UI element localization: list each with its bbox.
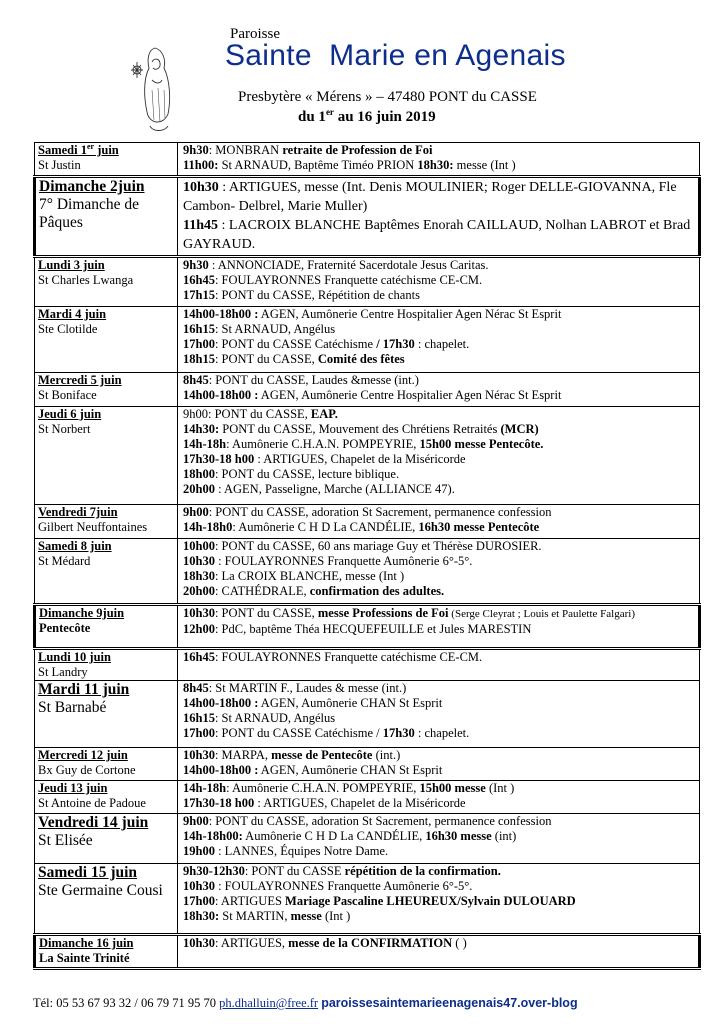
event-line: 18h30: La CROIX BLANCHE, messe (Int ) <box>183 569 405 583</box>
event-line: 18h00: PONT du CASSE, lecture biblique. <box>183 467 400 481</box>
saint-name: St Barnabé <box>38 699 107 716</box>
event-line: 10h30 : FOULAYRONNES Franquette Aumônerie 6°-5°. <box>183 879 473 893</box>
saint-name: Ste Germaine Cousi <box>38 882 163 899</box>
day-name: Vendredi 14 juin <box>38 814 149 831</box>
event-line: 14h00-18h00 : AGEN, Aumônerie CHAN St Esprit <box>183 763 443 777</box>
saint-name: St Norbert <box>38 422 91 436</box>
event-line: 16h45: FOULAYRONNES Franquette catéchisme CE-CM. <box>183 650 483 664</box>
schedule-row <box>35 814 700 864</box>
day-name: Mardi 11 juin <box>38 681 130 698</box>
event-line: 17h00: PONT du CASSE Catéchisme / 17h30 : chapelet. <box>183 337 470 351</box>
schedule-row <box>35 539 700 605</box>
event-line: 9h00: PONT du CASSE, adoration St Sacrement, permanence confession <box>183 505 552 519</box>
event-line: 16h15: St ARNAUD, Angélus <box>183 711 336 725</box>
schedule-row-sunday <box>35 177 700 257</box>
day-name: Samedi 1er juin <box>38 141 119 157</box>
letterhead <box>0 0 723 136</box>
event-line: 16h45: FOULAYRONNES Franquette catéchisme CE-CM. <box>183 273 483 287</box>
day-cell <box>35 177 178 257</box>
event-line: 14h-18h: Aumônerie C.H.A.N. POMPEYRIE, 15h00 messe Pentecôte. <box>183 437 544 451</box>
event-line: 18h15: PONT du CASSE, Comité des fêtes <box>183 352 405 366</box>
day-cell <box>35 935 178 969</box>
events-cell <box>178 307 700 373</box>
event-line: 8h45: St MARTIN F., Laudes & messe (int.) <box>183 681 407 695</box>
schedule-row <box>35 681 700 748</box>
day-cell <box>35 407 178 505</box>
saint-name: St Justin <box>38 158 81 172</box>
day-cell <box>35 681 178 748</box>
events-cell <box>178 143 700 177</box>
saint-name: Ste Clotilde <box>38 322 98 336</box>
event-line: 19h00 : LANNES, Équipes Notre Dame. <box>183 844 389 858</box>
event-line: 11h45 : LACROIX BLANCHE Baptêmes Enorah CAILLAUD, Nolhan LABROT et Brad GAYRAUD. <box>183 218 691 252</box>
day-name: Mercredi 12 juin <box>38 748 128 762</box>
event-line: 14h00-18h00 : AGEN, Aumônerie CHAN St Esprit <box>183 696 443 710</box>
day-name: Dimanche 16 juin <box>39 936 134 950</box>
saint-name: La Sainte Trinité <box>39 951 130 965</box>
schedule-row <box>35 781 700 814</box>
day-cell <box>35 605 178 649</box>
event-line: 10h30 : ARTIGUES, messe (Int. Denis MOULINIER; Roger DELLE-GIOVANNA, Fle Cambon- Delbrel, Marie Muller) <box>183 180 677 214</box>
day-name: Lundi 10 juin <box>38 650 111 664</box>
event-line: 10h00: PONT du CASSE, 60 ans mariage Guy et Thérèse DUROSIER. <box>183 539 542 553</box>
event-line: 17h00: ARTIGUES Mariage Pascaline LHEUREUX/Sylvain DULOUARD <box>183 894 576 908</box>
day-cell <box>35 505 178 539</box>
day-cell <box>35 143 178 177</box>
event-line: 14h30: PONT du CASSE, Mouvement des Chrétiens Retraités (MCR) <box>183 422 539 436</box>
schedule-row-sunday <box>35 935 700 969</box>
phone-numbers: Tél: 05 53 67 93 32 / 06 79 71 95 70 <box>33 996 220 1010</box>
contact-footer <box>33 996 713 1011</box>
schedule-row <box>35 143 700 177</box>
events-cell <box>178 814 700 864</box>
event-line: 18h30: St MARTIN, messe (Int ) <box>183 909 351 923</box>
event-line: 10h30 : FOULAYRONNES Franquette Aumônerie 6°-5°. <box>183 554 473 568</box>
event-line: 8h45: PONT du CASSE, Laudes &messe (int.) <box>183 373 419 387</box>
event-line: 14h00-18h00 : AGEN, Aumônerie Centre Hospitalier Agen Nérac St Esprit <box>183 307 562 321</box>
event-line: 17h30-18 h00 : ARTIGUES, Chapelet de la Miséricorde <box>183 452 466 466</box>
event-line: 16h15: St ARNAUD, Angélus <box>183 322 336 336</box>
event-line: 9h00: PONT du CASSE, adoration St Sacrement, permanence confession <box>183 814 552 828</box>
day-cell <box>35 781 178 814</box>
events-cell <box>178 505 700 539</box>
events-cell <box>178 177 700 257</box>
event-line: 10h30: ARTIGUES, messe de la CONFIRMATION ( ) <box>183 936 467 950</box>
schedule-row <box>35 307 700 373</box>
day-name: Samedi 8 juin <box>38 539 112 553</box>
events-cell <box>178 681 700 748</box>
saint-name: Gilbert Neuffontaines <box>38 520 148 534</box>
event-line: 14h-18h: Aumônerie C.H.A.N. POMPEYRIE, 15h00 messe (Int ) <box>183 781 515 795</box>
day-cell <box>35 373 178 407</box>
event-line: 12h00: PdC, baptême Théa HECQUEFEUILLE et Jules MARESTIN <box>183 622 532 636</box>
email-link[interactable]: ph.dhalluin@free.fr <box>219 996 319 1010</box>
schedule-row <box>35 864 700 935</box>
virgin-mary-logo-icon <box>128 40 176 135</box>
day-name: Vendredi 7juin <box>38 505 118 519</box>
event-line: 10h30: PONT du CASSE, messe Professions de Foi (Serge Cleyrat ; Louis et Paulette Falgari) <box>183 606 635 620</box>
event-line: 14h-18h00: Aumônerie C H D La CANDÉLIE, 16h30 messe (int) <box>183 829 517 843</box>
events-cell <box>178 649 700 681</box>
schedule-row-sunday <box>35 605 700 649</box>
day-name: Dimanche 9juin <box>39 606 125 620</box>
saint-name: St Elisée <box>38 832 93 849</box>
events-cell <box>178 864 700 935</box>
day-name: Jeudi 6 juin <box>38 407 102 421</box>
events-cell <box>178 605 700 649</box>
schedule-row <box>35 649 700 681</box>
event-line: 11h00: St ARNAUD, Baptême Timéo PRION 18h30: messe (Int ) <box>183 158 516 172</box>
day-cell <box>35 748 178 781</box>
saint-name: Pentecôte <box>39 621 91 635</box>
day-cell <box>35 864 178 935</box>
event-line: 20h00: CATHÉDRALE, confirmation des adultes. <box>183 584 445 598</box>
saint-name: St Antoine de Padoue <box>38 796 146 810</box>
events-cell <box>178 781 700 814</box>
day-name: Mardi 4 juin <box>38 307 107 321</box>
day-cell <box>35 539 178 605</box>
schedule-row <box>35 748 700 781</box>
event-line: 10h30: MARPA, messe de Pentecôte (int.) <box>183 748 401 762</box>
date-range: du 1er au 16 juin 2019 <box>298 107 436 125</box>
event-line: 14h-18h0: Aumônerie C H D La CANDÉLIE, 16h30 messe Pentecôte <box>183 520 540 534</box>
events-cell <box>178 539 700 605</box>
saint-name: Bx Guy de Cortone <box>38 763 136 777</box>
day-name: Mercredi 5 juin <box>38 373 122 387</box>
schedule-row <box>35 257 700 307</box>
event-line: 14h00-18h00 : AGEN, Aumônerie Centre Hospitalier Agen Nérac St Esprit <box>183 388 562 402</box>
parish-label: Paroisse <box>230 26 280 42</box>
day-name: Dimanche 2juin <box>39 178 145 195</box>
parish-title: Sainte Marie en Agenais <box>225 39 566 72</box>
presbytery-address: Presbytère « Mérens » – 47480 PONT du CASSE <box>238 89 537 105</box>
events-cell <box>178 407 700 505</box>
schedule-row <box>35 407 700 505</box>
day-cell <box>35 649 178 681</box>
events-cell <box>178 373 700 407</box>
event-line: 9h00: PONT du CASSE, EAP. <box>183 407 338 421</box>
event-line: 9h30: MONBRAN retraite de Profession de Foi <box>183 143 433 157</box>
event-line: 17h15: PONT du CASSE, Répétition de chants <box>183 288 420 302</box>
event-line: 9h30-12h30: PONT du CASSE répétition de la confirmation. <box>183 864 501 878</box>
event-line: 20h00 : AGEN, Passeligne, Marche (ALLIANCE 47). <box>183 482 455 496</box>
saint-name: St Charles Lwanga <box>38 273 134 287</box>
schedule-table <box>33 142 701 970</box>
day-cell <box>35 814 178 864</box>
events-cell <box>178 935 700 969</box>
saint-name: 7° Dimanche de Pâques <box>39 196 140 231</box>
day-name: Jeudi 13 juin <box>38 781 108 795</box>
events-cell <box>178 257 700 307</box>
day-name: Lundi 3 juin <box>38 258 105 272</box>
day-name: Samedi 15 juin <box>38 864 138 881</box>
event-line: 9h30 : ANNONCIADE, Fraternité Sacerdotale Jesus Caritas. <box>183 258 489 272</box>
schedule-row <box>35 505 700 539</box>
events-cell <box>178 748 700 781</box>
schedule-row <box>35 373 700 407</box>
blog-link[interactable]: paroissesaintemarieenagenais47.over-blog <box>321 996 578 1010</box>
event-line: 17h30-18 h00 : ARTIGUES, Chapelet de la Miséricorde <box>183 796 466 810</box>
event-line: 17h00: PONT du CASSE Catéchisme / 17h30 : chapelet. <box>183 726 470 740</box>
saint-name: St Boniface <box>38 388 97 402</box>
day-cell <box>35 307 178 373</box>
day-cell <box>35 257 178 307</box>
saint-name: St Landry <box>38 665 88 679</box>
saint-name: St Médard <box>38 554 91 568</box>
